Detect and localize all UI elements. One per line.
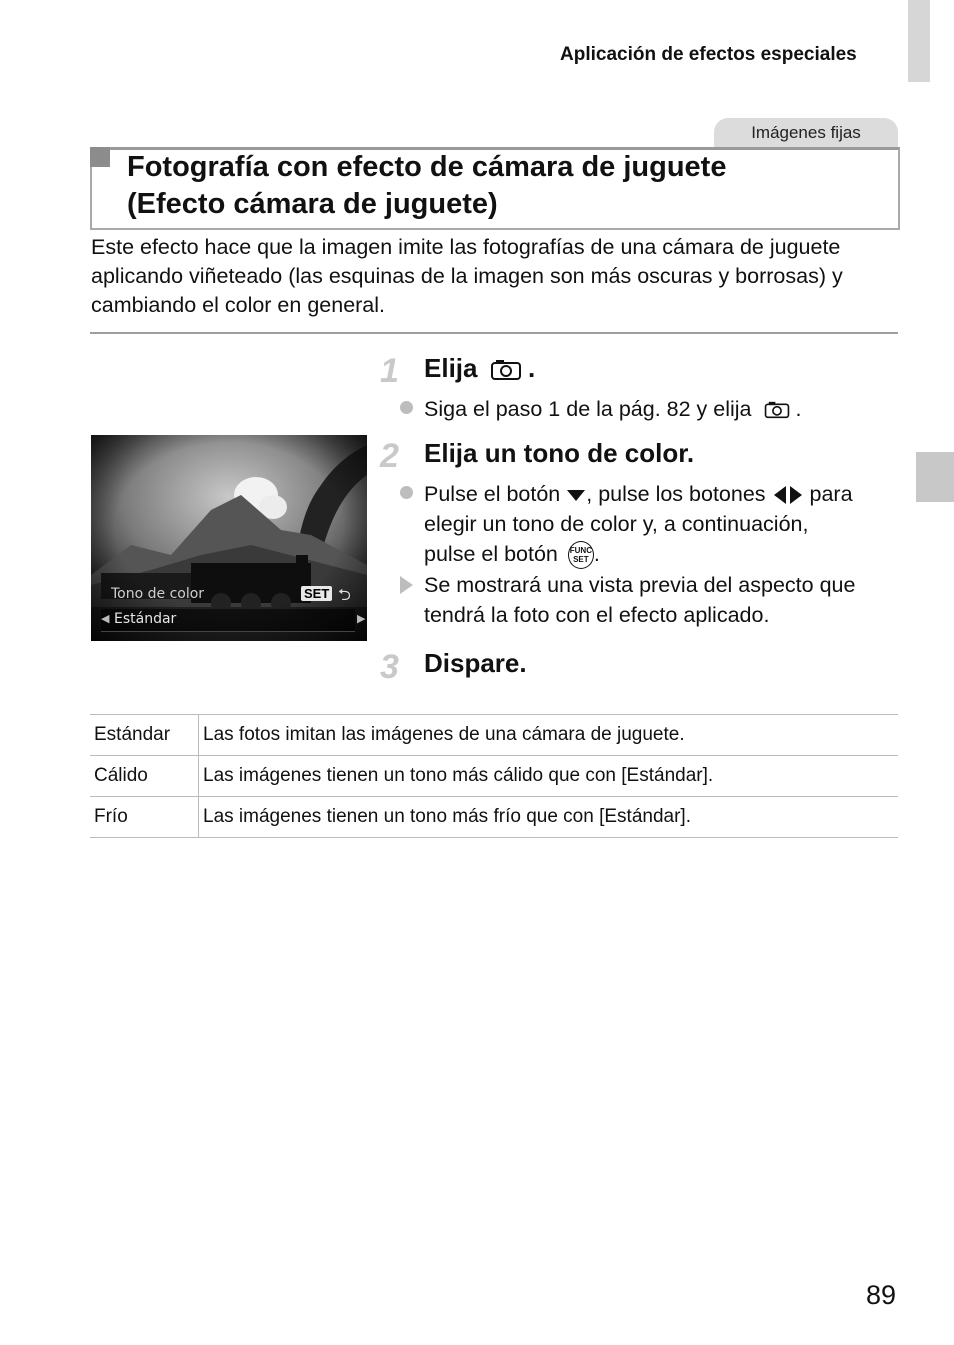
step-2-heading: Elija un tono de color. [424, 438, 695, 468]
result-arrow-icon [400, 576, 413, 594]
intro-paragraph: Este efecto hace que la imagen imite las fotografías de una cámara de juguete aplicando viñeteado (las esquinas de la imagen son más oscuras y borrosas) y cambiando el color en general. [91, 235, 843, 317]
set-label: SET [573, 555, 589, 565]
step-1-heading-end: . [527, 353, 536, 383]
tone-description: Las imágenes tienen un tono más cálido que con [Estándar]. [199, 756, 899, 797]
return-icon: ⮌ [338, 587, 351, 604]
title-line-2: (Efecto cámara de juguete) [127, 188, 498, 220]
tone-name: Frío [90, 797, 199, 838]
step-2-bullet-line2: elegir un tono de color y, a continuación, [424, 512, 809, 536]
func-label: FUNC [569, 546, 592, 556]
step-2-text-b: , pulse los botones [586, 482, 766, 506]
chapter-thumb-tab [908, 0, 930, 82]
title-line-1: Fotografía con efecto de cámara de juguete [127, 151, 727, 183]
section-rule [90, 332, 898, 334]
step-2-text-c: para [809, 482, 853, 506]
title-square-icon [90, 147, 110, 167]
step-1-bullet-end: . [795, 397, 802, 421]
camera-screen-preview [91, 435, 367, 641]
left-arrow-icon: ◀ [101, 613, 110, 625]
tone-name: Cálido [90, 756, 199, 797]
step-2-text-d: pulse el botón [424, 542, 558, 566]
right-arrow-icon: ▶ [357, 613, 366, 625]
tone-label: Tono de color [111, 586, 205, 602]
page-number: 89 [866, 1280, 897, 1310]
set-badge: SET [301, 586, 332, 601]
table-row [90, 756, 898, 797]
tone-description: Las fotos imitan las imágenes de una cámara de juguete. [199, 715, 899, 756]
tone-description: Las imágenes tienen un tono más frío que con [Estándar]. [199, 797, 899, 838]
step-2-bullet-line1 [424, 479, 853, 509]
step-2-result-line2: tendrá la foto con el efecto aplicado. [424, 603, 770, 627]
func-set-button-icon [568, 541, 594, 569]
color-tone-table [90, 714, 898, 838]
section-title [127, 149, 887, 223]
step-1-number: 1 [380, 352, 399, 390]
step-1-bullet [424, 394, 801, 424]
bullet-dot [400, 486, 413, 499]
step-2-number: 2 [380, 437, 399, 475]
down-arrow-icon [566, 488, 586, 502]
running-head: Aplicación de efectos especiales [560, 44, 857, 65]
step-1-heading [424, 353, 535, 384]
step-1-heading-text: Elija [424, 353, 478, 383]
bullet-dot [400, 401, 413, 414]
step-2-bullet-line3 [424, 539, 600, 569]
table-row [90, 797, 898, 838]
toy-camera-icon [491, 359, 521, 381]
step-2-text-e: . [593, 542, 600, 566]
step-2-text-a: Pulse el botón [424, 482, 561, 506]
step-2-result-line1: Se mostrará una vista previa del aspecto que [424, 573, 856, 597]
step-3-number: 3 [380, 648, 399, 686]
toy-camera-icon [764, 401, 790, 419]
still-images-tab: Imágenes fijas [714, 118, 898, 148]
chapter-side-tab [916, 452, 954, 502]
table-row [90, 715, 898, 756]
step-3-heading: Dispare. [424, 648, 527, 678]
step-1-bullet-text: Siga el paso 1 de la pág. 82 y elija [424, 397, 752, 421]
tone-name: Estándar [90, 715, 199, 756]
left-right-arrows-icon [772, 485, 804, 505]
tone-value: Estándar [114, 611, 177, 627]
tone-selector-bar[interactable] [101, 609, 366, 632]
